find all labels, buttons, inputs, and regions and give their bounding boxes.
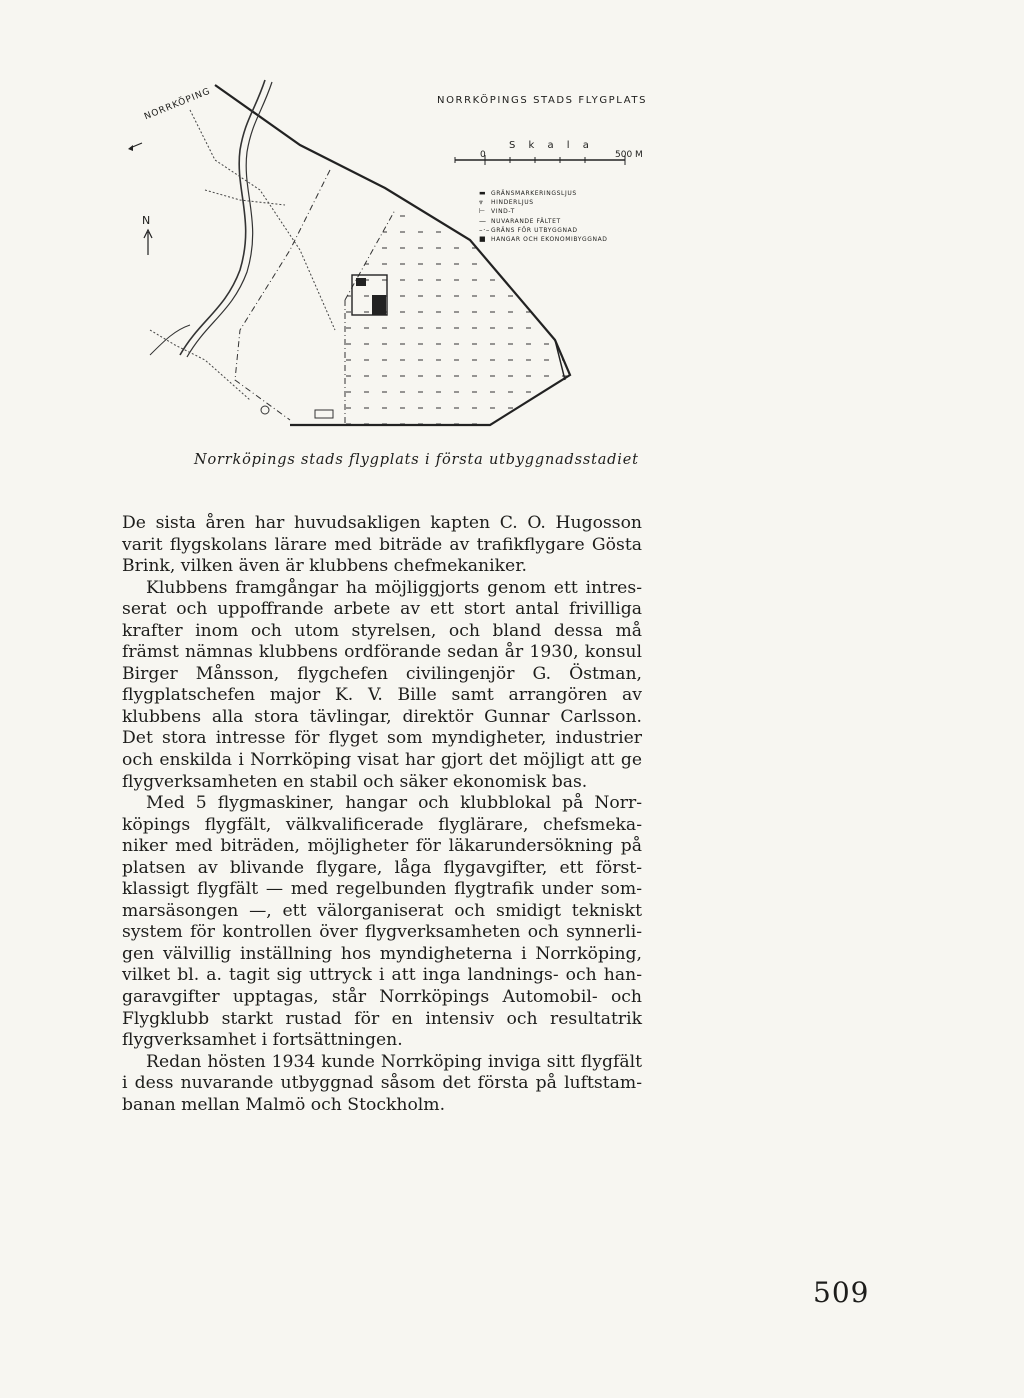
city-direction-label: NORRKÖPING (143, 86, 213, 123)
scale-label: S k a l a (509, 140, 594, 151)
paragraph: Med 5 flygmaskiner, hangar och klubblokal på Norrköpings flygfält, välkvalificerade flyglärare, chefsmekaniker med biträden, möjligheter för läkarundersökning på platsen av blivande flygare, låga flygavgifter, ett förstklassigt flygfält — med regelbunden flygtrafik under sommarsäsongen —, ett välorganiserat och smidigt tekniskt system för kontrollen över flygverksamheten och synnerligen välvillig inställning hos myndigheterna i Norrköping, vilket bl. a. tagit sig uttryck i att inga landnings- och hangaravgifter upptagas, står Norrköpings Automobil- och Flygklubb starkt rustad för en intensiv och resultatrik flygverksamhet i fortsättningen. (122, 793, 642, 1051)
obstacle-light-icon: ⩔ (479, 198, 484, 207)
legend-item (479, 198, 608, 207)
page-number: 509 (813, 1276, 870, 1309)
legend-item (479, 226, 608, 235)
legend-label: HANGAR OCH EKONOMIBYGGNAD (491, 236, 608, 244)
expansion-border-icon: –·– (479, 225, 491, 234)
scale-min: 0 (480, 150, 486, 160)
body-text (122, 513, 642, 1116)
map-title: NORRKÖPINGS STADS FLYGPLATS (437, 95, 648, 106)
legend-label: VIND-T (491, 208, 515, 216)
boundary-light-icon: ▬ (479, 189, 487, 197)
paragraph: Klubbens framgångar ha möjliggjorts genom ett intresserat och uppoffrande arbete av ett stort antal frivilliga krafter inom och utom styrelsen, och bland dessa må främst nämnas klubbens ordförande sedan år 1930, konsul Birger Månsson, flygchefen civilingenjör G. Östman, flygplatschefen major K. V. Bille samt arrangören av klubbens alla stora tävlingar, direktör Gunnar Carlsson. Det stora intresse för flyget som myndigheter, industrier och enskilda i Norrköping visat har gjort det möjligt att ge flygverksamheten en stabil och säker ekonomisk bas. (122, 577, 642, 792)
paragraph: Redan hösten 1934 kunde Norrköping inviga sitt flygfält i dess nuvarande utbyggnad såsom det första på luftstambanan mellan Malmö och Stockholm. (122, 1051, 642, 1115)
legend-label: GRÄNS FÖR UTBYGGNAD (491, 226, 578, 234)
scale-max: 500 M (615, 150, 643, 160)
legend-item (479, 207, 608, 216)
current-field-line-icon: — (479, 216, 487, 225)
paragraph: De sista åren har huvudsakligen kapten C. O. Hugosson varit flygskolans lärare med biträde av trafikflygare Gösta Brink, vilken även är klubbens chefmekaniker. (122, 513, 642, 577)
legend-item (479, 235, 608, 244)
wind-t-icon: ⊢ (479, 207, 486, 216)
airfield-map (120, 70, 660, 450)
hangar-building-icon: ■ (479, 235, 487, 244)
map-legend (479, 189, 608, 244)
figure-caption: Norrköpings stads flygplats i första utbyggnadsstadiet (194, 452, 639, 468)
north-label: N (142, 214, 151, 227)
legend-item (479, 217, 608, 226)
legend-label: HINDERLJUS (491, 199, 534, 207)
legend-item (479, 189, 608, 198)
legend-label: GRÄNSMARKERINGSLJUS (491, 190, 577, 197)
legend-label: NUVARANDE FÄLTET (491, 217, 561, 225)
